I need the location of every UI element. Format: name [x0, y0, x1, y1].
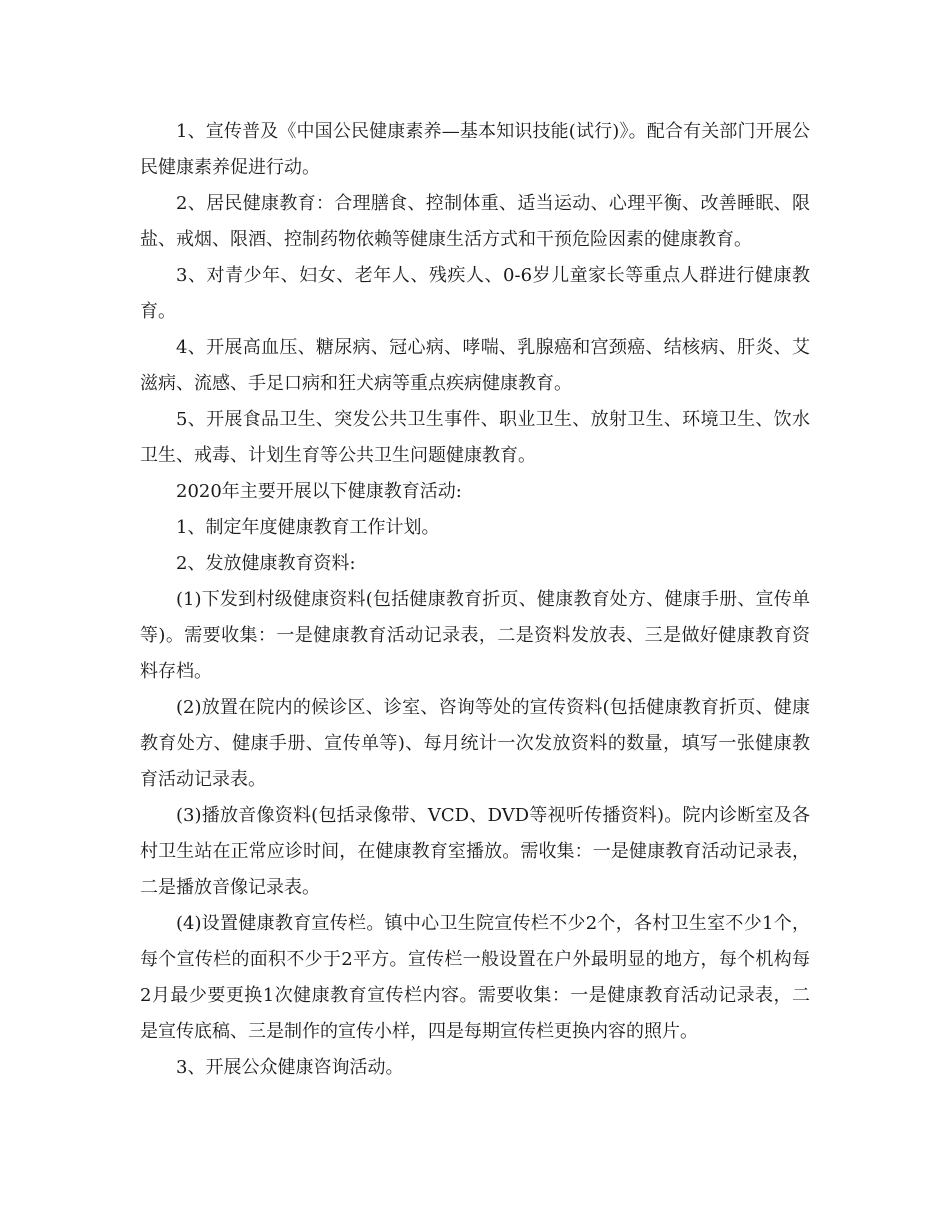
paragraph-item-4: 4、开展高血压、糖尿病、冠心病、哮喘、乳腺癌和宫颈癌、结核病、肝炎、艾滋病、流感、手足口病和狂犬病等重点疾病健康教育。 — [140, 337, 810, 394]
activity-item-3: 3、开展公众健康咨询活动。 — [176, 1057, 404, 1078]
paragraph-item-3: 3、对青少年、妇女、老年人、残疾人、0-6岁儿童家长等重点人群进行健康教育。 — [140, 265, 810, 322]
activity-item-1: 1、制定年度健康教育工作计划。 — [176, 517, 440, 538]
paragraph-item-2: 2、居民健康教育：合理膳食、控制体重、适当运动、心理平衡、改善睡眠、限盐、戒烟、限酒、控制药物依赖等健康生活方式和干预危险因素的健康教育。 — [140, 193, 810, 250]
sub-item-4: (4)设置健康教育宣传栏。镇中心卫生院宣传栏不少2个，各村卫生室不少1个，每个宣传栏的面积不少于2平方。宣传栏一般设置在户外最明显的地方，每个机构每2月最少要更换1次健康教育宣传栏内容。需要收集：一是健康教育活动记录表，二是宣传底稿、三是制作的宣传小样，四是每期宣传栏更换内容的照片。 — [140, 913, 810, 1042]
activity-item-2: 2、发放健康教育资料: — [176, 553, 356, 574]
section-heading-2020: 2020年主要开展以下健康教育活动: — [176, 481, 462, 502]
sub-item-3: (3)播放音像资料(包括录像带、VCD、DVD等视听传播资料)。院内诊断室及各村卫生站在正常应诊时间，在健康教育室播放。需收集：一是健康教育活动记录表，二是播放音像记录表。 — [140, 805, 810, 898]
document-body — [140, 114, 810, 1086]
paragraph-item-1: 1、宣传普及《中国公民健康素养—基本知识技能(试行)》。配合有关部门开展公民健康素养促进行动。 — [140, 121, 810, 178]
sub-item-1: (1)下发到村级健康资料(包括健康教育折页、健康教育处方、健康手册、宣传单等)。需要收集：一是健康教育活动记录表，二是资料发放表、三是做好健康教育资料存档。 — [140, 589, 810, 682]
sub-item-2: (2)放置在院内的候诊区、诊室、咨询等处的宣传资料(包括健康教育折页、健康教育处方、健康手册、宣传单等)、每月统计一次发放资料的数量，填写一张健康教育活动记录表。 — [140, 697, 810, 790]
paragraph-item-5: 5、开展食品卫生、突发公共卫生事件、职业卫生、放射卫生、环境卫生、饮水卫生、戒毒、计划生育等公共卫生问题健康教育。 — [140, 409, 810, 466]
